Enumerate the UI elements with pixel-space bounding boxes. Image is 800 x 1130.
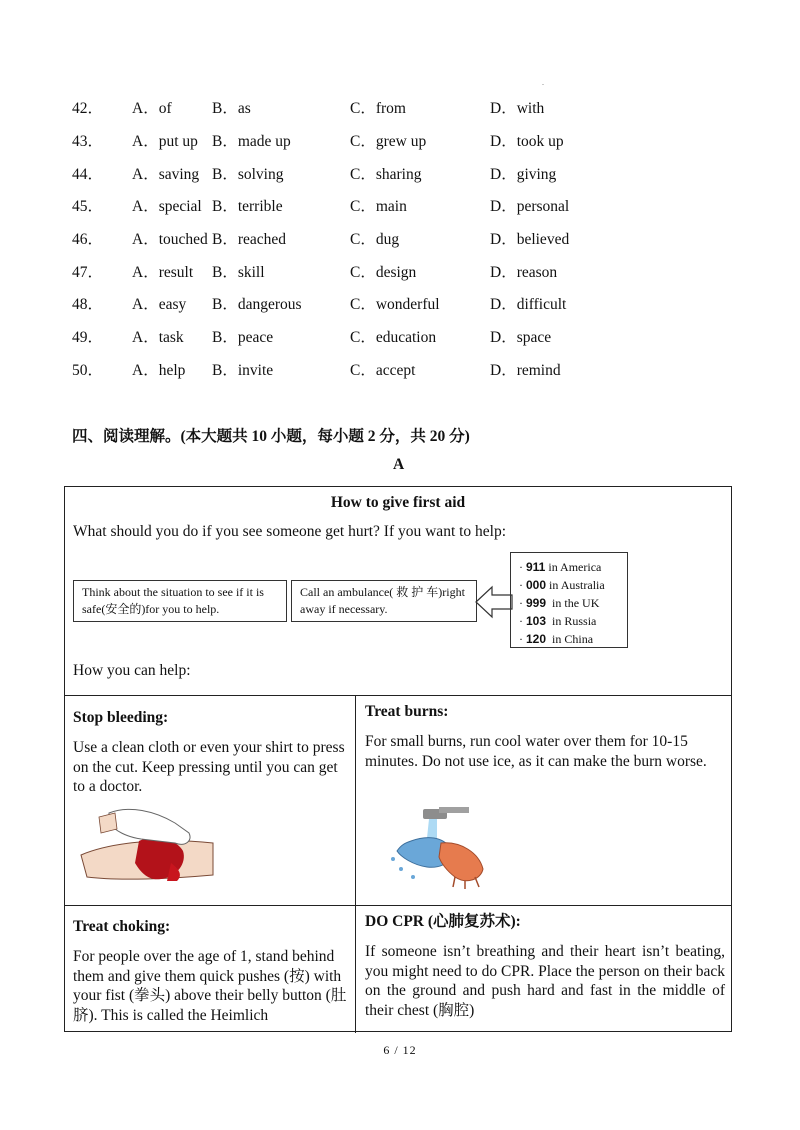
option-c: C．design [350,264,417,281]
passage-intro: What should you do if you see someone get hurt? If you want to help: [73,523,507,540]
divider [65,695,731,696]
section-title: 四、阅读理解。(本大题共 10 小题，每小题 2 分，共 20 分) [72,428,470,445]
arrow-icon [472,585,514,619]
option-b: B．invite [212,362,274,379]
option-d: D．took up [490,133,564,150]
step-ambulance-box: Call an ambulance( 救 护 车)right away if necessary. [291,580,477,622]
option-c: C．wonderful [350,296,440,313]
option-d: D．believed [490,231,570,248]
option-b: B．peace [212,329,274,346]
bleeding-text: Use a clean cloth or even your shirt to press on the cut. Keep pressing until you can get to a doctor. [73,739,345,795]
number-row: · 120 in China [519,632,594,646]
divider [65,905,731,906]
option-d: D．space [490,329,552,346]
option-a: A．of [132,100,172,117]
stray-mark: . [542,78,544,87]
number-row: · 000 in Australia [519,578,605,592]
option-c: C．sharing [350,166,422,183]
option-c: C．from [350,100,406,117]
option-b: B．terrible [212,198,283,215]
question-number: 48． [72,296,104,313]
option-b: B．made up [212,133,291,150]
option-a: A．saving [132,166,200,183]
question-number: 45． [72,198,104,215]
option-d: D．remind [490,362,561,379]
how-label: How you can help: [73,662,191,679]
option-a: A．put up [132,133,198,150]
choking-title: Treat choking: [73,918,171,935]
question-number: 43． [72,133,104,150]
option-a: A．result [132,264,194,281]
bleeding-illustration [79,803,219,883]
option-a: A．touched [132,231,208,248]
option-b: B．reached [212,231,287,248]
option-b: B．skill [212,264,265,281]
question-number: 42． [72,100,104,117]
option-a: A．easy [132,296,187,313]
divider [355,695,356,1033]
option-c: C．education [350,329,437,346]
number-row: · 103 in Russia [519,614,597,628]
question-number: 49． [72,329,104,346]
option-a: A．task [132,329,184,346]
burns-title: Treat burns: [365,703,449,720]
emergency-numbers [510,552,628,648]
option-c: C．dug [350,231,400,248]
option-a: A．help [132,362,186,379]
passage-label: A [393,456,405,473]
option-d: D．with [490,100,545,117]
option-d: D．difficult [490,296,567,313]
burns-text: For small burns, run cool water over them for 10-15 minutes. Do not use ice, as it can make the burn worse. [365,733,707,770]
passage-title: How to give first aid [330,494,466,511]
cpr-text: If someone isn’t breathing and their heart isn’t beating, you might need to do CPR. Place the person on their back on the ground and push hard and fast in the middle of their chest (胸腔) [365,943,725,1019]
first-aid-table [64,486,732,1032]
option-b: B．solving [212,166,284,183]
page-number: 6 / 12 [383,1043,417,1057]
option-a: A．special [132,198,202,215]
option-c: C．main [350,198,407,215]
option-d: D．reason [490,264,558,281]
burn-illustration [371,807,491,889]
cpr-title: DO CPR (心肺复苏术): [365,913,521,930]
number-row: · 911 in America [519,560,602,574]
option-b: B．dangerous [212,296,302,313]
option-d: D．giving [490,166,557,183]
option-d: D．personal [490,198,570,215]
question-number: 47． [72,264,104,281]
option-b: B．as [212,100,251,117]
question-number: 44． [72,166,104,183]
option-c: C．grew up [350,133,427,150]
option-c: C．accept [350,362,416,379]
question-number: 46． [72,231,104,248]
choking-text: For people over the age of 1, stand behind them and give them quick pushes (按) with your fist (拳头) above their belly button (肚脐). This is called the Heimlich [73,948,347,1024]
question-number: 50． [72,362,104,379]
step-safe-box: Think about the situation to see if it is safe(安全的)for you to help. [73,580,287,622]
number-row: · 999 in the UK [519,596,600,610]
bleeding-title: Stop bleeding: [73,709,169,726]
